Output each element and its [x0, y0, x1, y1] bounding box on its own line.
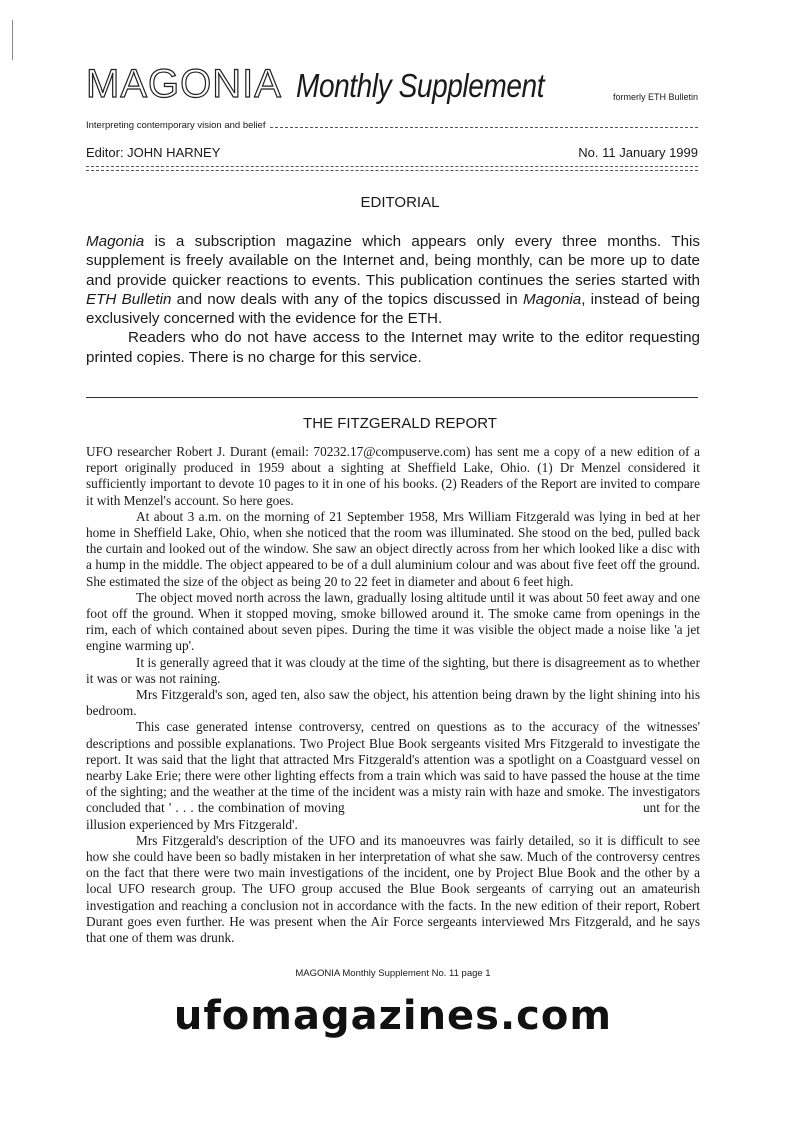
- text: is a subscription magazine which appears only every three months. This supplement is freely available on the Internet and, being monthly, can be more up to date and provide quicker reactions to events. This publication continues the series started with: [86, 233, 700, 289]
- report-body: [86, 444, 700, 946]
- watermark: ufomagazines.com: [173, 993, 613, 1040]
- supplement-title: Monthly Supplement: [295, 67, 544, 104]
- report-paragraph: At about 3 a.m. on the morning of 21 September 1958, Mrs William Fitzgerald was lying in bed at her home in Sheffield Lake, Ohio, when she noticed that the room was illuminated. She stood on the bed, pulled back the curtain and looked out of the window. She saw an object directly across from her which looked like a disc with a hump in the middle. The object appeared to be of a dull aluminium colour and was about five feet off the ground. She estimated the size of the object as being 20 to 22 feet in diameter and about 6 feet high.: [86, 508, 700, 589]
- report-paragraph: UFO researcher Robert J. Durant (email: 70232.17@compuserve.com) has sent me a copy of a new edition of a report originally produced in 1959 about a sighting at Sheffield Lake, Ohio. (1) Dr Menzel considered it sufficiently important to devote 10 pages to it in one of his books. (2) Readers of the Report are invited to compare it with Menzel's account. So here goes.: [86, 444, 700, 508]
- text: , instead of being exclusively concerned with the evidence for the ETH.: [86, 290, 700, 328]
- magonia-italic: Magonia: [86, 233, 145, 250]
- report-heading: THE FITZGERALD REPORT: [303, 415, 497, 432]
- magazine-title: MAGONIA: [86, 62, 282, 106]
- double-dashed-divider: [86, 166, 698, 171]
- editorial-heading: EDITORIAL: [360, 194, 440, 211]
- page-footer: MAGONIA Monthly Supplement No. 11 page 1: [295, 968, 491, 980]
- text: This case generated intense controversy, centred on questions as to the accuracy of the witnesses' descriptions and possible explanations. Two Project Blue Book sergeants visited Mrs Fitzgerald to investigate the report. It was said that the light that attracted Mrs Fitzgerald's attention was a spotlight on a Coastguard vessel on nearby Lake Erie; there were other lighting effects from a train which was said to have passed the house at the time of the sighting; and the weather at the time of the incident was a misty rain with haze and smoke. The investigators concluded that ' . . . the combination of moving: [86, 719, 700, 816]
- issue-date: No. 11 January 1999: [578, 145, 698, 160]
- report-paragraph: Mrs Fitzgerald's description of the UFO and its manoeuvres was fairly detailed, so it is difficult to see how she could have been so badly mistaken in her interpretation of what she saw. Much of the controversy centres on the fact that there were two main investigations of the incident, one by Project Blue Book and the other by a local UFO research group. The UFO group accused the Blue Book sergeants of carrying out an amateurish investigation and reaching a conclusion not in accordance with the facts. In the new edition of their report, Robert Durant goes even further. He was present when the Air Force sergeants interviewed Mrs Fitzgerald, and he says that one of them was drunk.: [86, 832, 700, 946]
- editor-line: Editor: JOHN HARNEY: [86, 145, 221, 160]
- report-paragraph: [86, 719, 700, 832]
- magonia-italic: Magonia: [522, 290, 582, 308]
- editorial-body: [86, 232, 700, 367]
- tagline: Interpreting contemporary vision and belief: [86, 120, 266, 131]
- masthead: [86, 62, 588, 107]
- report-flow: [86, 444, 700, 1039]
- section-divider: [86, 397, 698, 398]
- editorial-paragraph: [86, 232, 700, 328]
- scan-mark: [12, 20, 13, 60]
- text: and now deals with any of the topics discussed in: [171, 290, 523, 308]
- formerly-note: formerly ETH Bulletin: [612, 92, 698, 102]
- dotted-leader: [270, 127, 698, 128]
- report-paragraph: Mrs Fitzgerald's son, aged ten, also saw the object, his attention being drawn by the light shining into his bedroom.: [86, 687, 700, 719]
- report-paragraph: The object moved north across the lawn, gradually losing altitude until it was about 50 feet away and one foot off the ground. When it stopped moving, smoke billowed around it. The smoke came from openings in the rim, each of which contained about seven pipes. During the time it was visible the object made a noise like 'a jet engine warming up'.: [86, 589, 700, 654]
- editorial-paragraph: Readers who do not have access to the Internet may write to the editor requesting printed copies. There is no charge for this service.: [86, 329, 700, 366]
- text: unt for the illusion experienced by Mrs Fitzgerald'.: [86, 800, 701, 832]
- tagline-row: [86, 120, 698, 131]
- eth-italic: ETH Bulletin: [86, 290, 172, 308]
- report-paragraph: It is generally agreed that it was cloudy at the time of the sighting, but there is disagreement as to whether it was or was not raining.: [86, 654, 700, 686]
